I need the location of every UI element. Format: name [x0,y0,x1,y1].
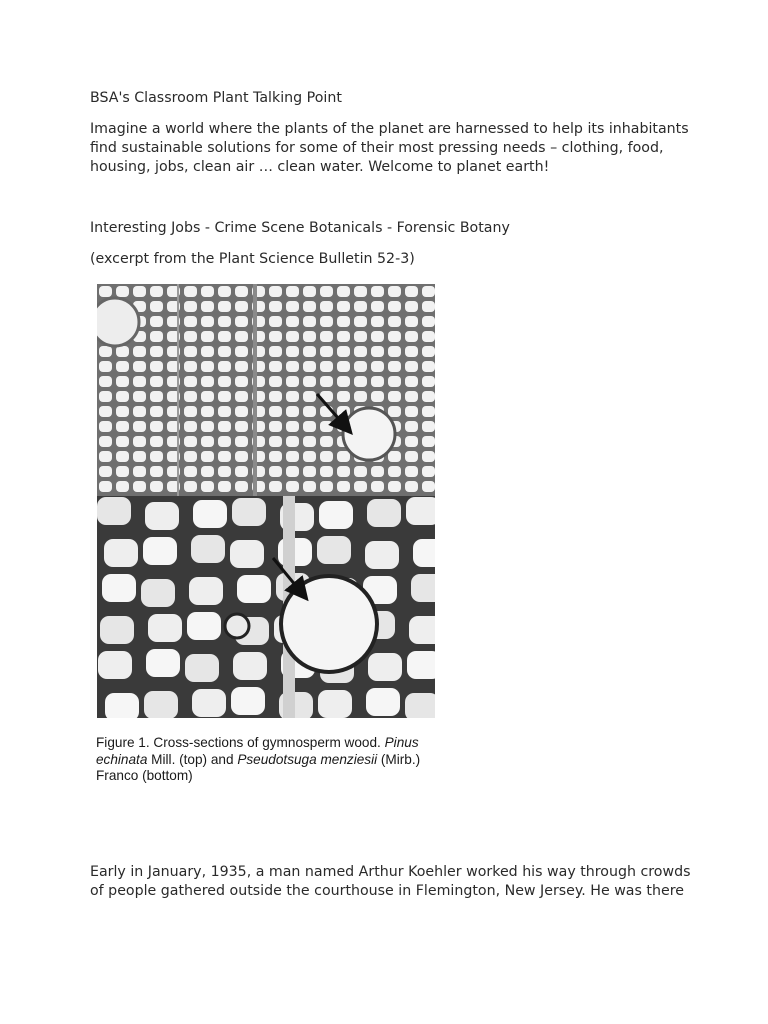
intro-line-1: Imagine a world where the plants of the planet are harnessed to help its inhabitants [90,121,689,137]
cell-lumen [191,535,225,563]
source-note: (excerpt from the Plant Science Bulletin 52-3) [90,251,415,267]
caption-line-2 [96,752,420,767]
cell-lumen [231,687,265,715]
micrograph-figure [97,284,435,718]
body-line-1: Early in January, 1935, a man named Arthur Koehler worked his way through crowds [90,864,691,880]
cell-lumen [148,614,182,642]
micrograph-image [97,284,435,718]
document-heading: BSA's Classroom Plant Talking Point [90,90,342,106]
cell-lumen [233,652,267,680]
cell-lumen [100,616,134,644]
cell-lumen [407,651,435,679]
cell-lumen [318,690,352,718]
caption-species-name: Pseudotsuga menziesii [237,751,378,767]
caption-text: Franco (bottom) [96,768,193,783]
caption-text: (Mirb.) [377,751,421,767]
cell-lumen [413,539,435,567]
top-micrograph [97,284,435,496]
intro-line-2: find sustainable solutions for some of their most pressing needs – clothing, food, [90,140,664,156]
cell-lumen [144,691,178,718]
cell-lumen [105,693,139,718]
cell-lumen [365,541,399,569]
cell-lumen [232,498,266,526]
cell-lumen [141,579,175,607]
caption-species-name: echinata [96,751,148,767]
cell-lumen [98,651,132,679]
cell-lumen [405,693,435,718]
cell-lumen [143,537,177,565]
bottom-micrograph [97,496,435,718]
cell-lumen [409,616,435,644]
caption-text: Figure 1. Cross-sections of gymnosperm wood. [96,735,385,750]
cell-lumen [368,653,402,681]
section-title: Interesting Jobs - Crime Scene Botanicals - Forensic Botany [90,220,510,236]
cell-lumen [367,499,401,527]
intro-line-3: housing, jobs, clean air … clean water. Welcome to planet earth! [90,159,550,175]
caption-species-name: Pinus [384,735,419,750]
cell-lumen [366,688,400,716]
cell-lumen [406,497,435,525]
cell-lumen [102,574,136,602]
cell-lumen [192,689,226,717]
caption-line-3 [96,768,193,783]
cell-lumen [317,536,351,564]
cell-lumen [97,497,131,525]
cell-lumen [193,500,227,528]
cell-lumen [189,577,223,605]
cell-lumen [230,540,264,568]
body-line-2: of people gathered outside the courthouse in Flemington, New Jersey. He was there [90,883,684,899]
cell-lumen [187,612,221,640]
caption-text: Mill. (top) and [147,751,238,767]
cell-lumen [145,502,179,530]
cell-lumen [237,575,271,603]
cell-lumen [185,654,219,682]
cell-lumen [319,501,353,529]
figure-caption [96,735,456,785]
cell-lumen [411,574,435,602]
cell-lumen [104,539,138,567]
caption-line-1 [96,735,419,750]
cell-lumen [146,649,180,677]
